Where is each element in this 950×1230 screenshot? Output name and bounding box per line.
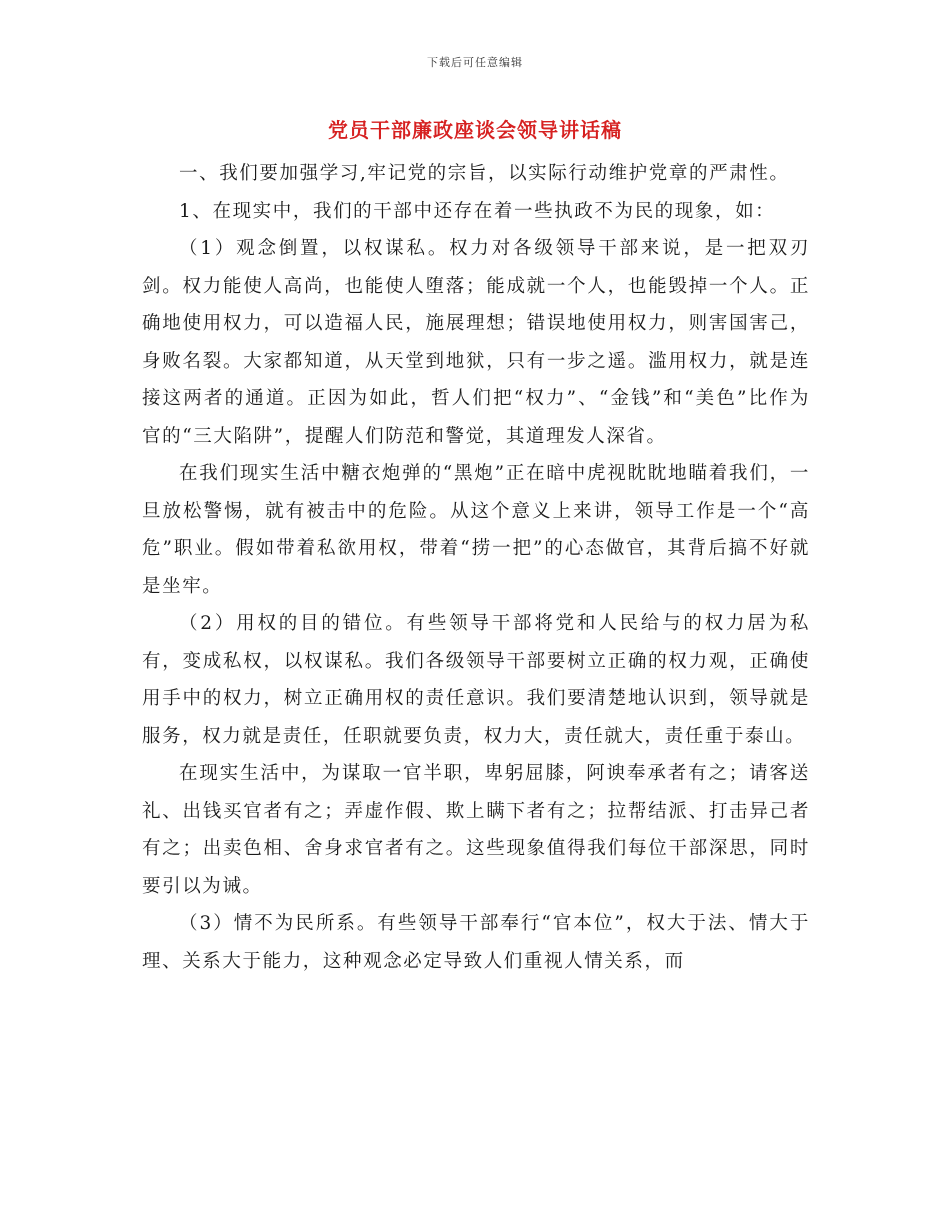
paragraph-point-one: （1）观念倒置，以权谋私。权力对各级领导干部来说，是一把双刃剑。权力能使人高尚，也能使人堕落；能成就一个人，也能毁掉一个人。正确地使用权力，可以造福人民，施展理想；错误地使用权力，则害国害己，身败名裂。大家都知道，从天堂到地狱，只有一步之遥。滥用权力，就是连接这两者的通道。正因为如此，哲人们把“权力”、“金钱”和“美色”比作为官的“三大陷阱”，提醒人们防范和警觉，其道理发人深省。 <box>142 238 810 447</box>
paragraph-point-one-detail: 在我们现实生活中糖衣炮弹的“黑炮”正在暗中虎视眈眈地瞄着我们，一旦放松警惕，就有被击中的危险。从这个意义上来讲，领导工作是一个“高危”职业。假如带着私欲用权，带着“捞一把”的心态做官，其背后搞不好就是坐牢。 <box>142 463 810 597</box>
paragraph-point-two-detail: 在现实生活中，为谋取一官半职，卑躬屈膝，阿谀奉承者有之；请客送礼、出钱买官者有之；弄虚作假、欺上瞒下者有之；拉帮结派、打击异己者有之；出卖色相、舍身求官者有之。这些现象值得我们每位干部深思，同时要引以为诫。 <box>142 763 810 897</box>
paragraph-section-one: 一、我们要加强学习,牢记党的宗旨，以实际行动维护党章的严肃性。 <box>179 163 790 184</box>
paragraph-point-three: （3）情不为民所系。有些领导干部奉行“官本位”，权大于法、情大于理、关系大于能力，这种观念必定导致人们重视人情关系，而 <box>142 913 810 972</box>
page-header-note: 下载后可任意编辑 <box>427 56 523 69</box>
paragraph-point-two: （2）用权的目的错位。有些领导干部将党和人民给与的权力居为私有，变成私权，以权谋私。我们各级领导干部要树立正确的权力观，正确使用手中的权力，树立正确用权的责任意识。我们要清楚地认识到，领导就是服务，权力就是责任，任职就要负责，权力大，责任就大，责任重于泰山。 <box>142 613 810 747</box>
document-title: 党员干部廉政座谈会领导讲话稿 <box>328 118 622 142</box>
document-body <box>142 155 810 980</box>
paragraph-item-one: 1、在现实中，我们的干部中还存在着一些执政不为民的现象，如： <box>179 200 776 222</box>
